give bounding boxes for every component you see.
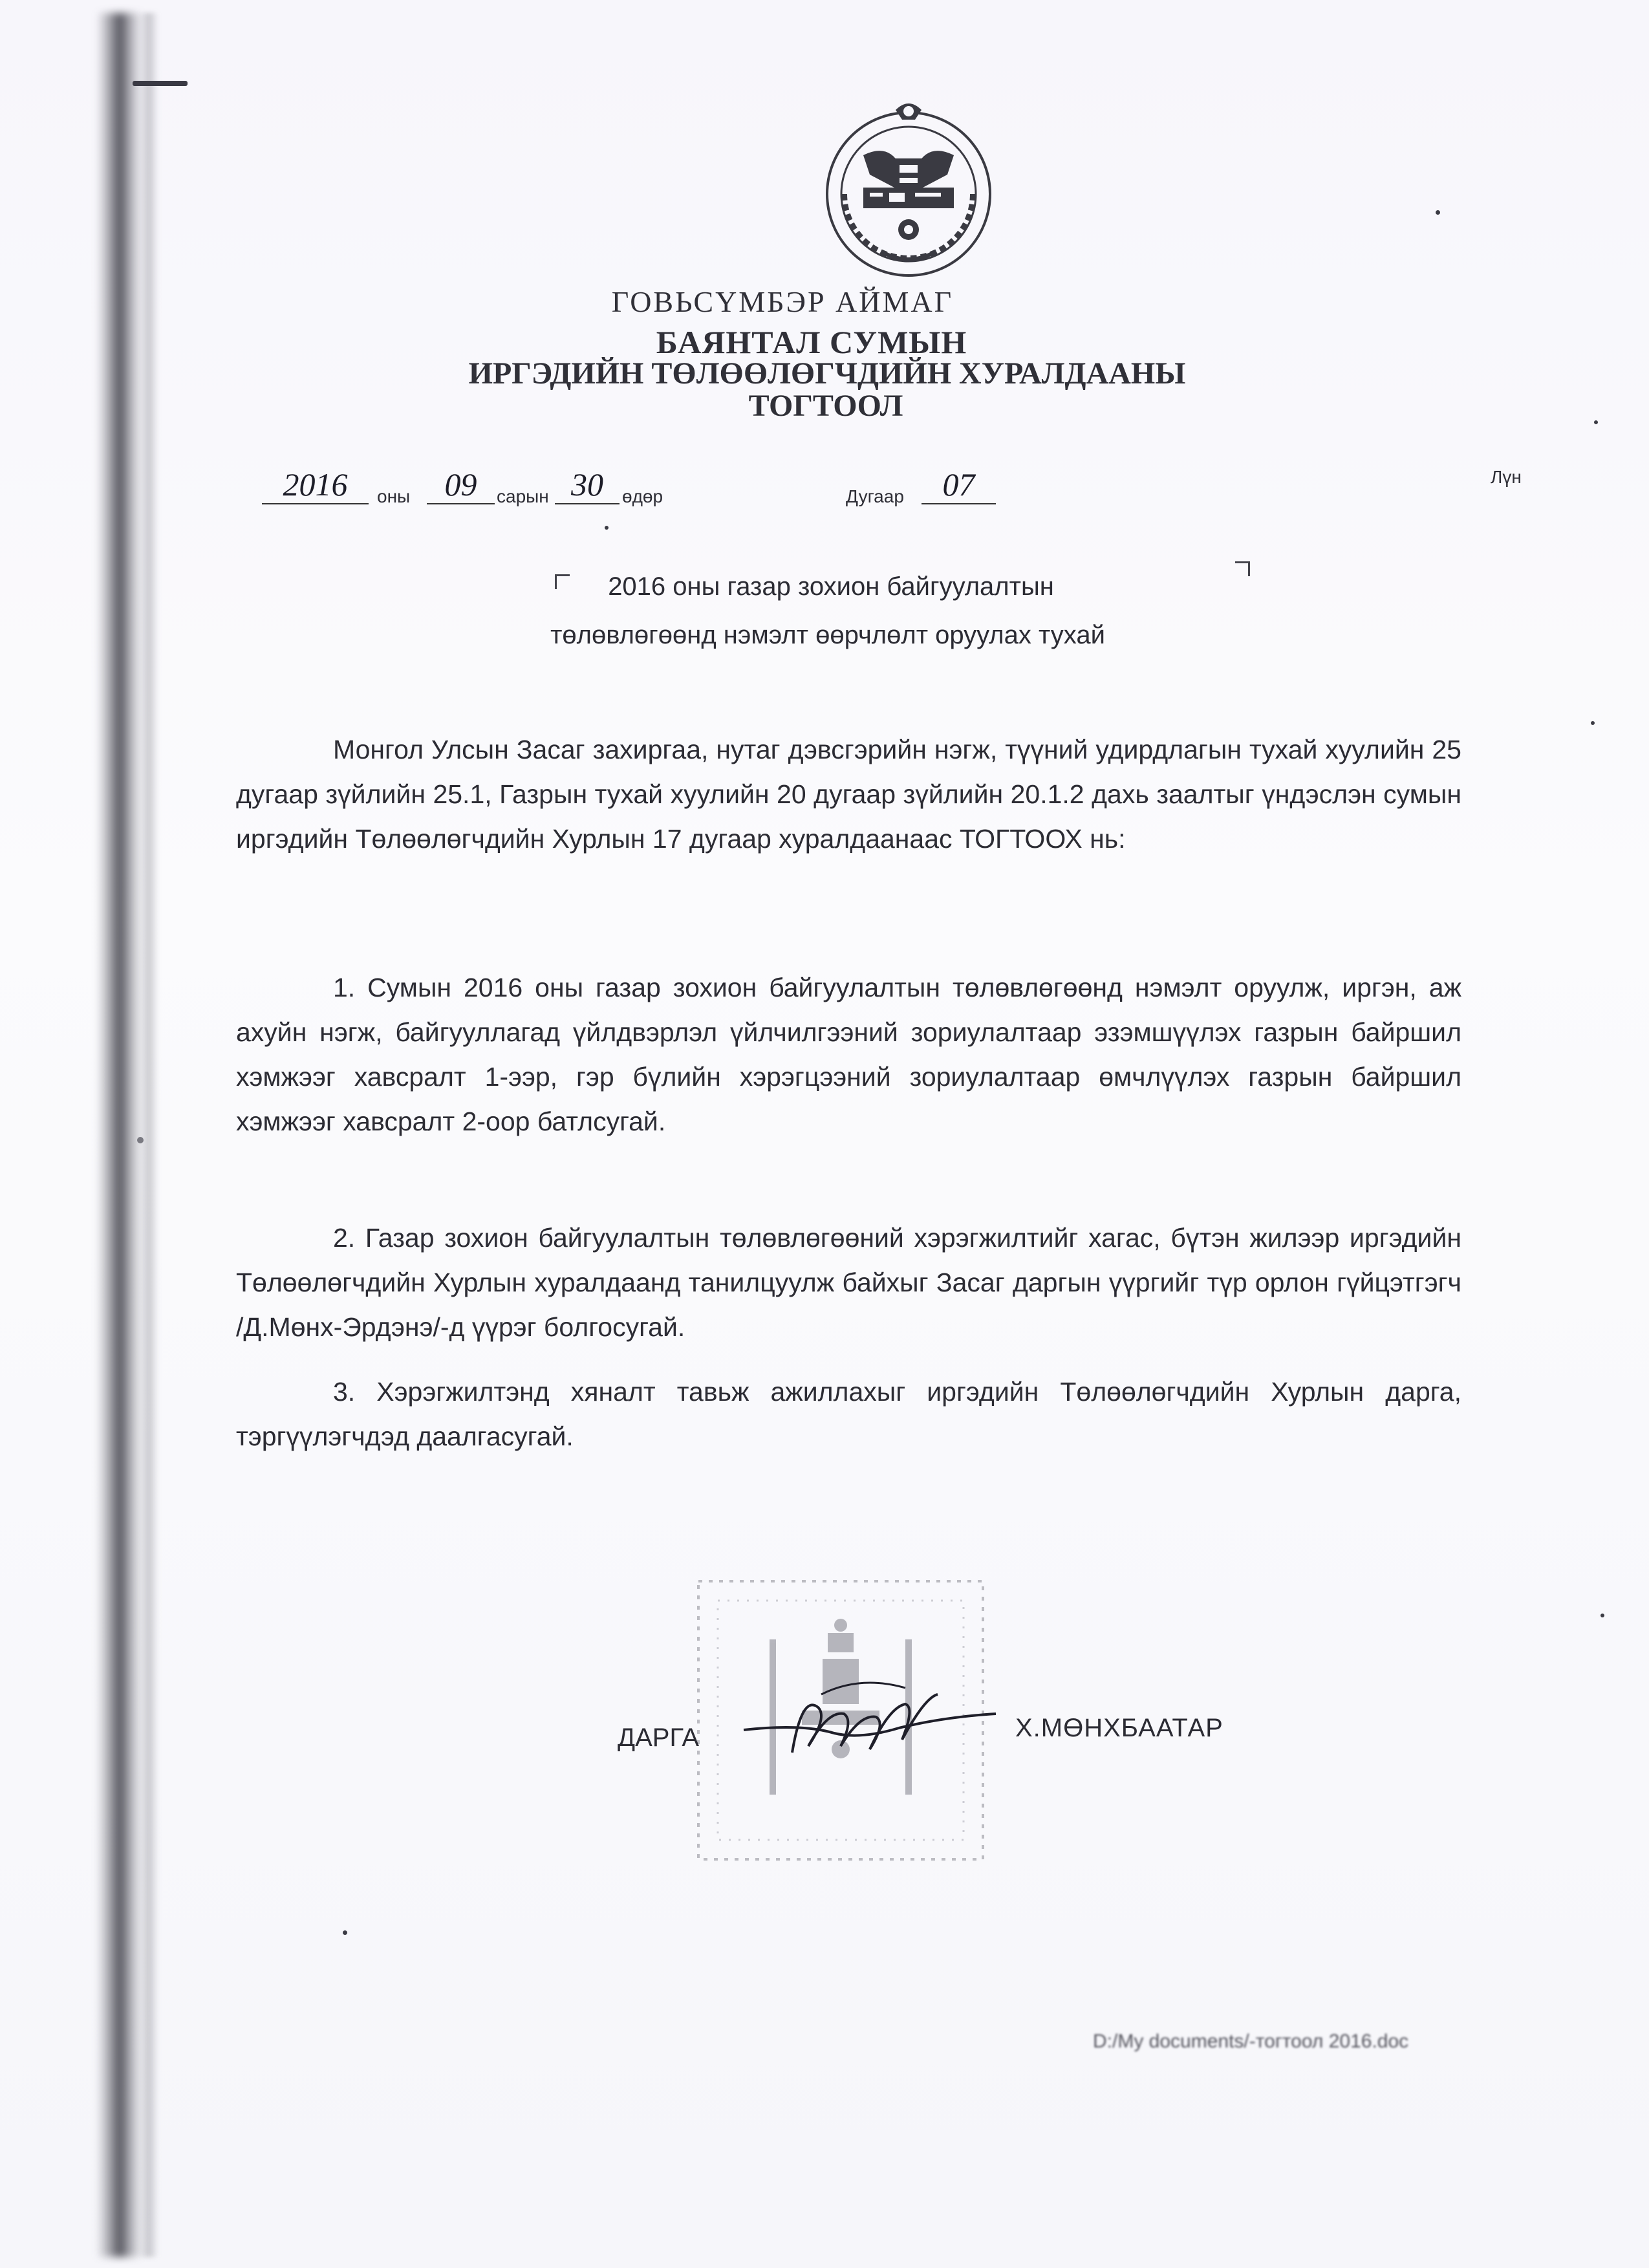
scan-speck [1600,1614,1604,1617]
scan-speck [1594,420,1598,424]
subject-line-2: төлөвлөгөөнд нэмэлт өөрчлөлт оруулах тухай [550,621,1105,649]
header-sum: БАЯНТАЛ СУМЫН [656,324,967,360]
scan-speck [1591,721,1595,725]
header-aimag: ГОВЬСҮМБЭР АЙМАГ [611,285,954,318]
resolution-item-2-text: 2. Газар зохион байгуулалтын төлөвлөгөөний хэрэгжилтийг хагас, бүтэн жилээр иргэдийн Төлөөлөгчдийн Хурлын хуралдаанд танилцуулж байхыг Засаг даргын үүргийг түр орлон гүйцэтгэгч /Д.Мөнх-Эрдэнэ/-д үүрэг болгосугай. [236,1223,1461,1342]
file-path-footer: D:/My documents/-тогтоол 2016.doc [1093,2031,1409,2052]
resolution-item-1 [236,966,1461,1144]
resolution-item-3 [236,1370,1461,1459]
scan-speck [1436,210,1440,215]
header-doc-type: ТОГТООЛ [748,389,903,423]
scan-mark [133,81,188,86]
resolution-item-1-text: 1. Сумын 2016 оны газар зохион байгуулалтын төлөвлөгөөнд нэмэлт оруулж, иргэн, аж ахуйн нэгж, байгууллагад үйлдвэрлэл үйлчилгээний зориулалтаар эзэмшүүлэх газрын байршил хэмжээг хавсралт 1-ээр, гэр бүлийн хэрэгцээний зориулалтаар өмчлүүлэх газрын байршил хэмжээг хавсралт 2-оор батлсугай. [236,973,1461,1136]
date-day: 30 [555,466,620,504]
document-number: 07 [921,466,996,504]
signatory-title: ДАРГА [618,1723,700,1752]
date-year: 2016 [262,466,369,504]
scan-speck [137,1137,144,1143]
date-month: 09 [427,466,495,504]
subject-line-1: 2016 оны газар зохион байгуулалтын [608,572,1054,601]
resolution-item-2 [236,1216,1461,1350]
date-year-suffix: оны [377,486,411,506]
signatory-name: Х.МӨНХБААТАР [1015,1714,1223,1742]
place-name: Лүн [1491,467,1522,487]
date-day-suffix: өдөр [622,486,663,506]
preamble-text: Монгол Улсын Засаг захиргаа, нутаг дэвсгэрийн нэгж, түүний удирдлагын тухай хуулийн 25 дугаар зүйлийн 25.1, Газрын тухай хуулийн 20 дугаар зүйлийн 20.1.2 дахь заалтыг үндэслэн сумын иргэдийн Төлөөлөгчдийн Хурлын 17 дугаар хуралдаанаас ТОГТООХ нь: [236,735,1461,854]
preamble-paragraph [236,728,1461,861]
scan-speck [605,526,609,530]
header-council: ИРГЭДИЙН ТӨЛӨӨЛӨГЧДИЙН ХУРАЛДААНЫ [468,356,1186,391]
state-emblem-icon [818,97,999,285]
date-month-suffix: сарын [497,486,549,506]
number-label: Дугаар [846,486,904,506]
resolution-item-3-text: 3. Хэрэгжилтэнд хяналт тавьж ажиллахыг иргэдийн Төлөөлөгчдийн Хурлын дарга, тэргүүлэгчдэд даалгасугай. [236,1377,1461,1451]
scan-speck [343,1930,347,1935]
handwritten-signature [731,1669,1002,1778]
